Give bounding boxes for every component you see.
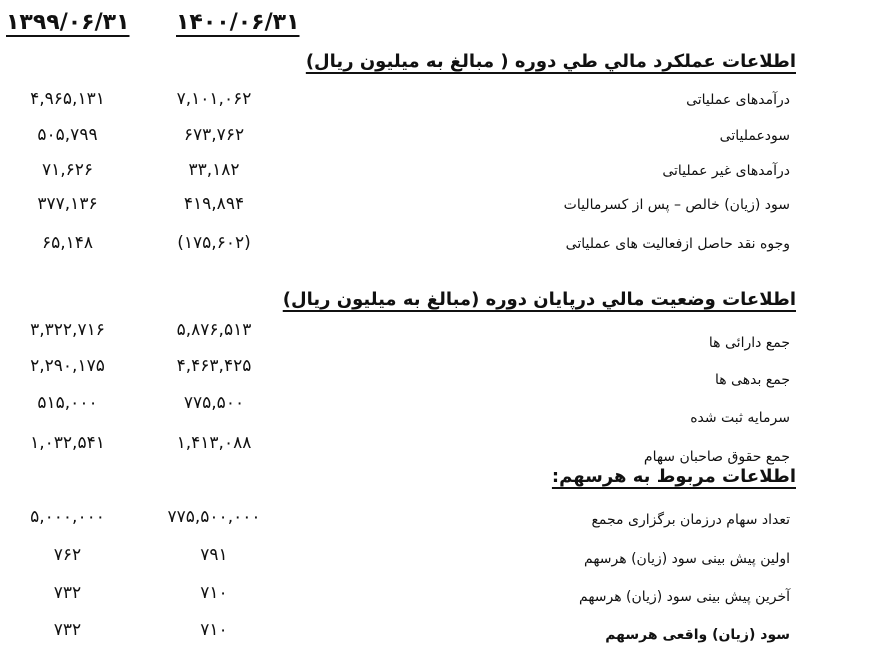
section-header-financial-position: اطلاعات وضعيت مالي درپايان دوره (مبالغ به ميليون ريال) [282,289,796,310]
value-current-registered-capital: ۷۷۵,۵۰۰ [183,393,245,413]
value-previous-actual-eps: ۷۳۲ [53,620,82,640]
value-previous-first-eps-forecast: ۷۶۲ [53,545,82,565]
value-previous-total-liabilities: ۲,۲۹۰,۱۷۵ [30,356,105,376]
row-label-last-eps-forecast: آخرین پیش بینی سود (زیان) هرسهم [579,589,790,605]
value-previous-total-equity: ۱,۰۳۲,۵۴۱ [30,433,105,453]
value-current-total-assets: ۵,۸۷۶,۵۱۳ [176,320,252,340]
row-label-registered-capital: سرمایه ثبت شده [690,410,790,426]
section-header-per-share: اطلاعات مربوط به هرسهم: [551,466,796,487]
section-header-performance: اطلاعات عملکرد مالي طي دوره ( مبالغ به ميليون ريال) [305,51,796,72]
value-previous-operating-revenue: ۴,۹۶۵,۱۳۱ [30,89,105,109]
value-previous-total-assets: ۳,۳۲۲,۷۱۶ [30,320,105,340]
column-header-current: ۱۴۰۰/۰۶/۳۱ [176,10,300,35]
value-current-operating-cash-flow: (۱۷۵,۶۰۲) [177,233,251,253]
value-previous-registered-capital: ۵۱۵,۰۰۰ [37,393,98,413]
row-label-operating-revenue: درآمدهای عملیاتی [686,92,790,108]
row-label-total-equity: جمع حقوق صاحبان سهام [643,449,790,465]
value-current-actual-eps: ۷۱۰ [200,620,228,640]
value-current-non-operating-revenue: ۳۳,۱۸۲ [188,160,240,180]
value-current-first-eps-forecast: ۷۹۱ [200,545,228,565]
value-previous-last-eps-forecast: ۷۳۲ [53,583,82,603]
value-current-last-eps-forecast: ۷۱۰ [200,583,228,603]
row-label-actual-eps: سود (زیان) واقعی هرسهم [605,627,790,643]
value-current-shares-at-meeting: ۷۷۵,۵۰۰,۰۰۰ [167,507,261,527]
value-current-operating-profit: ۶۷۳,۷۶۲ [183,125,245,145]
value-previous-net-profit: ۳۷۷,۱۳۶ [37,194,98,214]
value-current-net-profit: ۴۱۹,۸۹۴ [183,194,245,214]
value-previous-non-operating-revenue: ۷۱,۶۲۶ [41,160,94,180]
row-label-net-profit: سود (زیان) خالص – پس از کسرمالیات [563,197,790,213]
value-current-total-equity: ۱,۴۱۳,۰۸۸ [176,433,252,453]
row-label-total-assets: جمع دارائی ها [708,335,790,351]
value-previous-shares-at-meeting: ۵,۰۰۰,۰۰۰ [30,507,105,527]
row-label-first-eps-forecast: اولین پیش بینی سود (زیان) هرسهم [584,551,790,567]
row-label-shares-at-meeting: تعداد سهام درزمان برگزاری مجمع [591,512,790,528]
value-previous-operating-cash-flow: ۶۵,۱۴۸ [41,233,94,253]
row-label-total-liabilities: جمع بدهی ها [714,372,790,388]
value-previous-operating-profit: ۵۰۵,۷۹۹ [37,125,98,145]
value-current-operating-revenue: ۷,۱۰۱,۰۶۲ [176,89,252,109]
row-label-operating-profit: سودعملیاتی [719,128,790,144]
value-current-total-liabilities: ۴,۴۶۳,۴۲۵ [176,356,252,376]
row-label-non-operating-revenue: درآمدهای غیر عملیاتی [662,163,790,179]
column-header-previous: ۱۳۹۹/۰۶/۳۱ [6,10,130,35]
row-label-operating-cash-flow: وجوه نقد حاصل ازفعالیت های عملیاتی [565,236,790,252]
